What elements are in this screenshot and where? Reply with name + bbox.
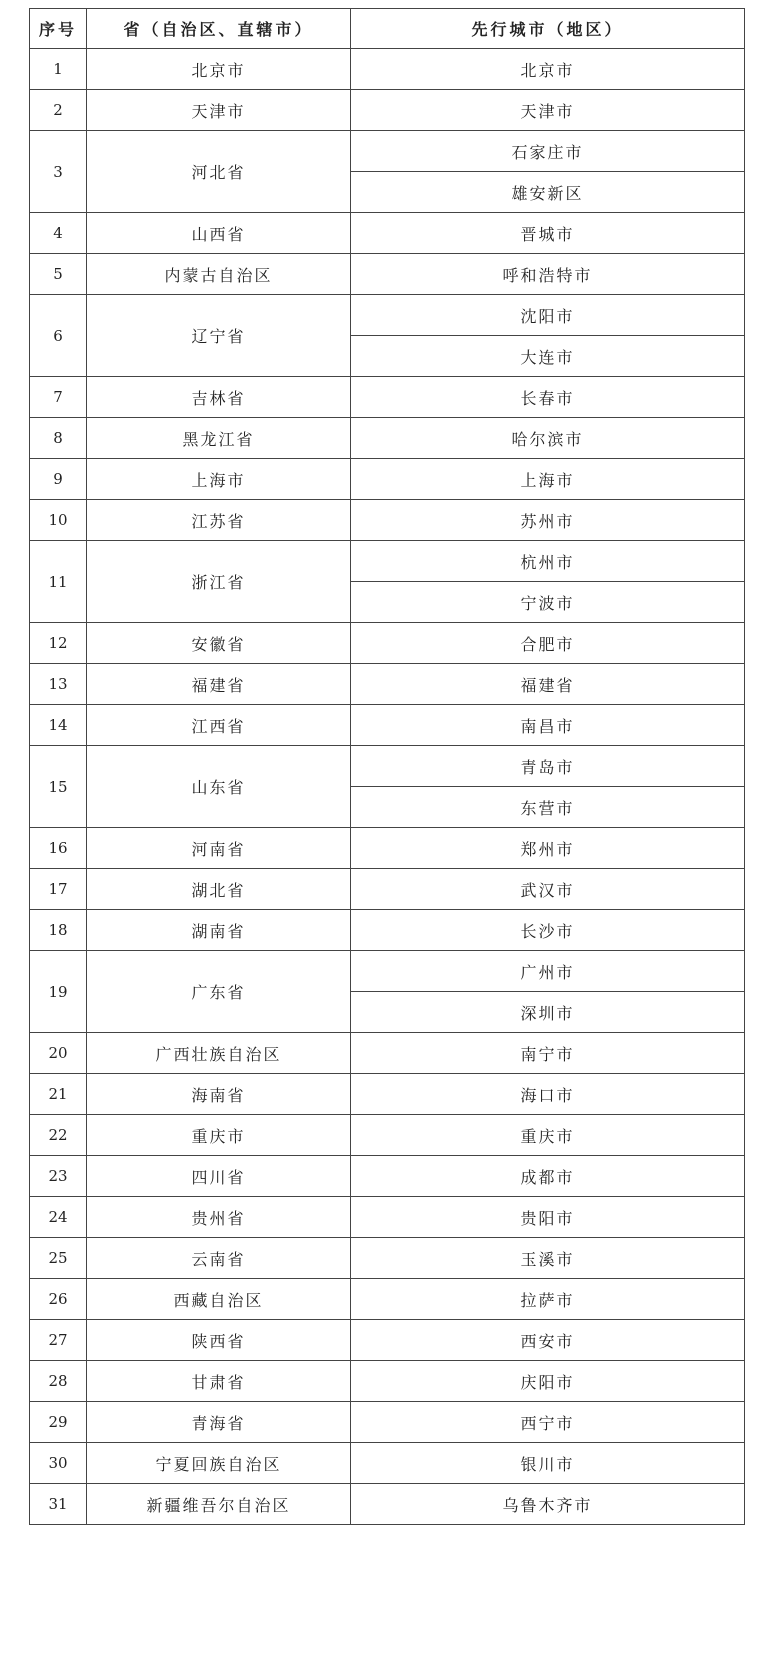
province-cell: 广东省: [87, 951, 351, 1033]
table-row: [30, 213, 745, 254]
row-index: 15: [30, 746, 87, 828]
table-row: [30, 90, 745, 131]
row-index: 6: [30, 295, 87, 377]
city-cell: 杭州市: [351, 541, 745, 582]
city-cell: 石家庄市: [351, 131, 745, 172]
province-cell: 天津市: [87, 90, 351, 131]
table-row: [30, 705, 745, 746]
table-row: [30, 828, 745, 869]
table-row: [30, 1361, 745, 1402]
pilot-cities-table: [29, 8, 745, 1525]
province-cell: 江西省: [87, 705, 351, 746]
row-index: 23: [30, 1156, 87, 1197]
row-index: 14: [30, 705, 87, 746]
header-province: 省（自治区、直辖市）: [87, 9, 351, 49]
row-index: 26: [30, 1279, 87, 1320]
row-index: 7: [30, 377, 87, 418]
table-header: [30, 9, 745, 49]
city-cell: 武汉市: [351, 869, 745, 910]
row-index: 10: [30, 500, 87, 541]
header-city: 先行城市（地区）: [351, 9, 745, 49]
row-index: 21: [30, 1074, 87, 1115]
province-cell: 西藏自治区: [87, 1279, 351, 1320]
province-cell: 河北省: [87, 131, 351, 213]
province-cell: 黑龙江省: [87, 418, 351, 459]
city-cell: 海口市: [351, 1074, 745, 1115]
table-row: [30, 1238, 745, 1279]
row-index: 29: [30, 1402, 87, 1443]
table-row: [30, 1156, 745, 1197]
city-cell: 雄安新区: [351, 172, 745, 213]
row-index: 17: [30, 869, 87, 910]
table-row: [30, 869, 745, 910]
city-cell: 庆阳市: [351, 1361, 745, 1402]
city-cell: 拉萨市: [351, 1279, 745, 1320]
province-cell: 山西省: [87, 213, 351, 254]
table-row: [30, 1115, 745, 1156]
province-cell: 陕西省: [87, 1320, 351, 1361]
city-cell: 福建省: [351, 664, 745, 705]
city-cell: 乌鲁木齐市: [351, 1484, 745, 1525]
city-cell: 哈尔滨市: [351, 418, 745, 459]
row-index: 9: [30, 459, 87, 500]
city-cell: 东营市: [351, 787, 745, 828]
province-cell: 内蒙古自治区: [87, 254, 351, 295]
table-row: [30, 1484, 745, 1525]
city-cell: 晋城市: [351, 213, 745, 254]
table-row: [30, 1197, 745, 1238]
header-row: [30, 9, 745, 49]
city-cell: 成都市: [351, 1156, 745, 1197]
row-index: 5: [30, 254, 87, 295]
province-cell: 宁夏回族自治区: [87, 1443, 351, 1484]
row-index: 16: [30, 828, 87, 869]
row-index: 20: [30, 1033, 87, 1074]
table-row: [30, 1033, 745, 1074]
province-cell: 上海市: [87, 459, 351, 500]
province-cell: 贵州省: [87, 1197, 351, 1238]
row-index: 12: [30, 623, 87, 664]
row-index: 28: [30, 1361, 87, 1402]
row-index: 3: [30, 131, 87, 213]
city-cell: 南昌市: [351, 705, 745, 746]
city-cell: 银川市: [351, 1443, 745, 1484]
province-cell: 湖北省: [87, 869, 351, 910]
row-index: 30: [30, 1443, 87, 1484]
province-cell: 吉林省: [87, 377, 351, 418]
city-cell: 玉溪市: [351, 1238, 745, 1279]
city-cell: 沈阳市: [351, 295, 745, 336]
city-cell: 上海市: [351, 459, 745, 500]
province-cell: 辽宁省: [87, 295, 351, 377]
city-cell: 青岛市: [351, 746, 745, 787]
city-cell: 南宁市: [351, 1033, 745, 1074]
table-row: [30, 418, 745, 459]
city-cell: 广州市: [351, 951, 745, 992]
header-index: 序号: [30, 9, 87, 49]
city-cell: 重庆市: [351, 1115, 745, 1156]
city-cell: 呼和浩特市: [351, 254, 745, 295]
province-cell: 重庆市: [87, 1115, 351, 1156]
table-row: [30, 541, 745, 582]
row-index: 11: [30, 541, 87, 623]
row-index: 24: [30, 1197, 87, 1238]
city-cell: 郑州市: [351, 828, 745, 869]
city-cell: 西安市: [351, 1320, 745, 1361]
province-cell: 甘肃省: [87, 1361, 351, 1402]
city-cell: 西宁市: [351, 1402, 745, 1443]
province-cell: 云南省: [87, 1238, 351, 1279]
row-index: 22: [30, 1115, 87, 1156]
city-cell: 天津市: [351, 90, 745, 131]
province-cell: 广西壮族自治区: [87, 1033, 351, 1074]
city-cell: 深圳市: [351, 992, 745, 1033]
row-index: 13: [30, 664, 87, 705]
province-cell: 湖南省: [87, 910, 351, 951]
table-row: [30, 1279, 745, 1320]
table-row: [30, 1402, 745, 1443]
row-index: 1: [30, 49, 87, 90]
table-body: [30, 49, 745, 1525]
province-cell: 海南省: [87, 1074, 351, 1115]
city-cell: 长春市: [351, 377, 745, 418]
province-cell: 河南省: [87, 828, 351, 869]
city-cell: 苏州市: [351, 500, 745, 541]
province-cell: 新疆维吾尔自治区: [87, 1484, 351, 1525]
province-cell: 山东省: [87, 746, 351, 828]
province-cell: 福建省: [87, 664, 351, 705]
city-cell: 北京市: [351, 49, 745, 90]
province-cell: 青海省: [87, 1402, 351, 1443]
table-row: [30, 459, 745, 500]
row-index: 27: [30, 1320, 87, 1361]
table-row: [30, 254, 745, 295]
table-row: [30, 1443, 745, 1484]
province-cell: 浙江省: [87, 541, 351, 623]
row-index: 18: [30, 910, 87, 951]
province-cell: 江苏省: [87, 500, 351, 541]
row-index: 8: [30, 418, 87, 459]
row-index: 19: [30, 951, 87, 1033]
table-row: [30, 664, 745, 705]
table-row: [30, 746, 745, 787]
table-row: [30, 910, 745, 951]
table-row: [30, 951, 745, 992]
city-cell: 长沙市: [351, 910, 745, 951]
table-row: [30, 377, 745, 418]
province-cell: 北京市: [87, 49, 351, 90]
province-cell: 安徽省: [87, 623, 351, 664]
table-row: [30, 1320, 745, 1361]
table-row: [30, 49, 745, 90]
table-row: [30, 131, 745, 172]
city-cell: 贵阳市: [351, 1197, 745, 1238]
table-row: [30, 295, 745, 336]
row-index: 4: [30, 213, 87, 254]
province-cell: 四川省: [87, 1156, 351, 1197]
city-cell: 大连市: [351, 336, 745, 377]
city-cell: 合肥市: [351, 623, 745, 664]
table-row: [30, 623, 745, 664]
row-index: 25: [30, 1238, 87, 1279]
city-cell: 宁波市: [351, 582, 745, 623]
row-index: 2: [30, 90, 87, 131]
row-index: 31: [30, 1484, 87, 1525]
table-row: [30, 1074, 745, 1115]
table-row: [30, 500, 745, 541]
